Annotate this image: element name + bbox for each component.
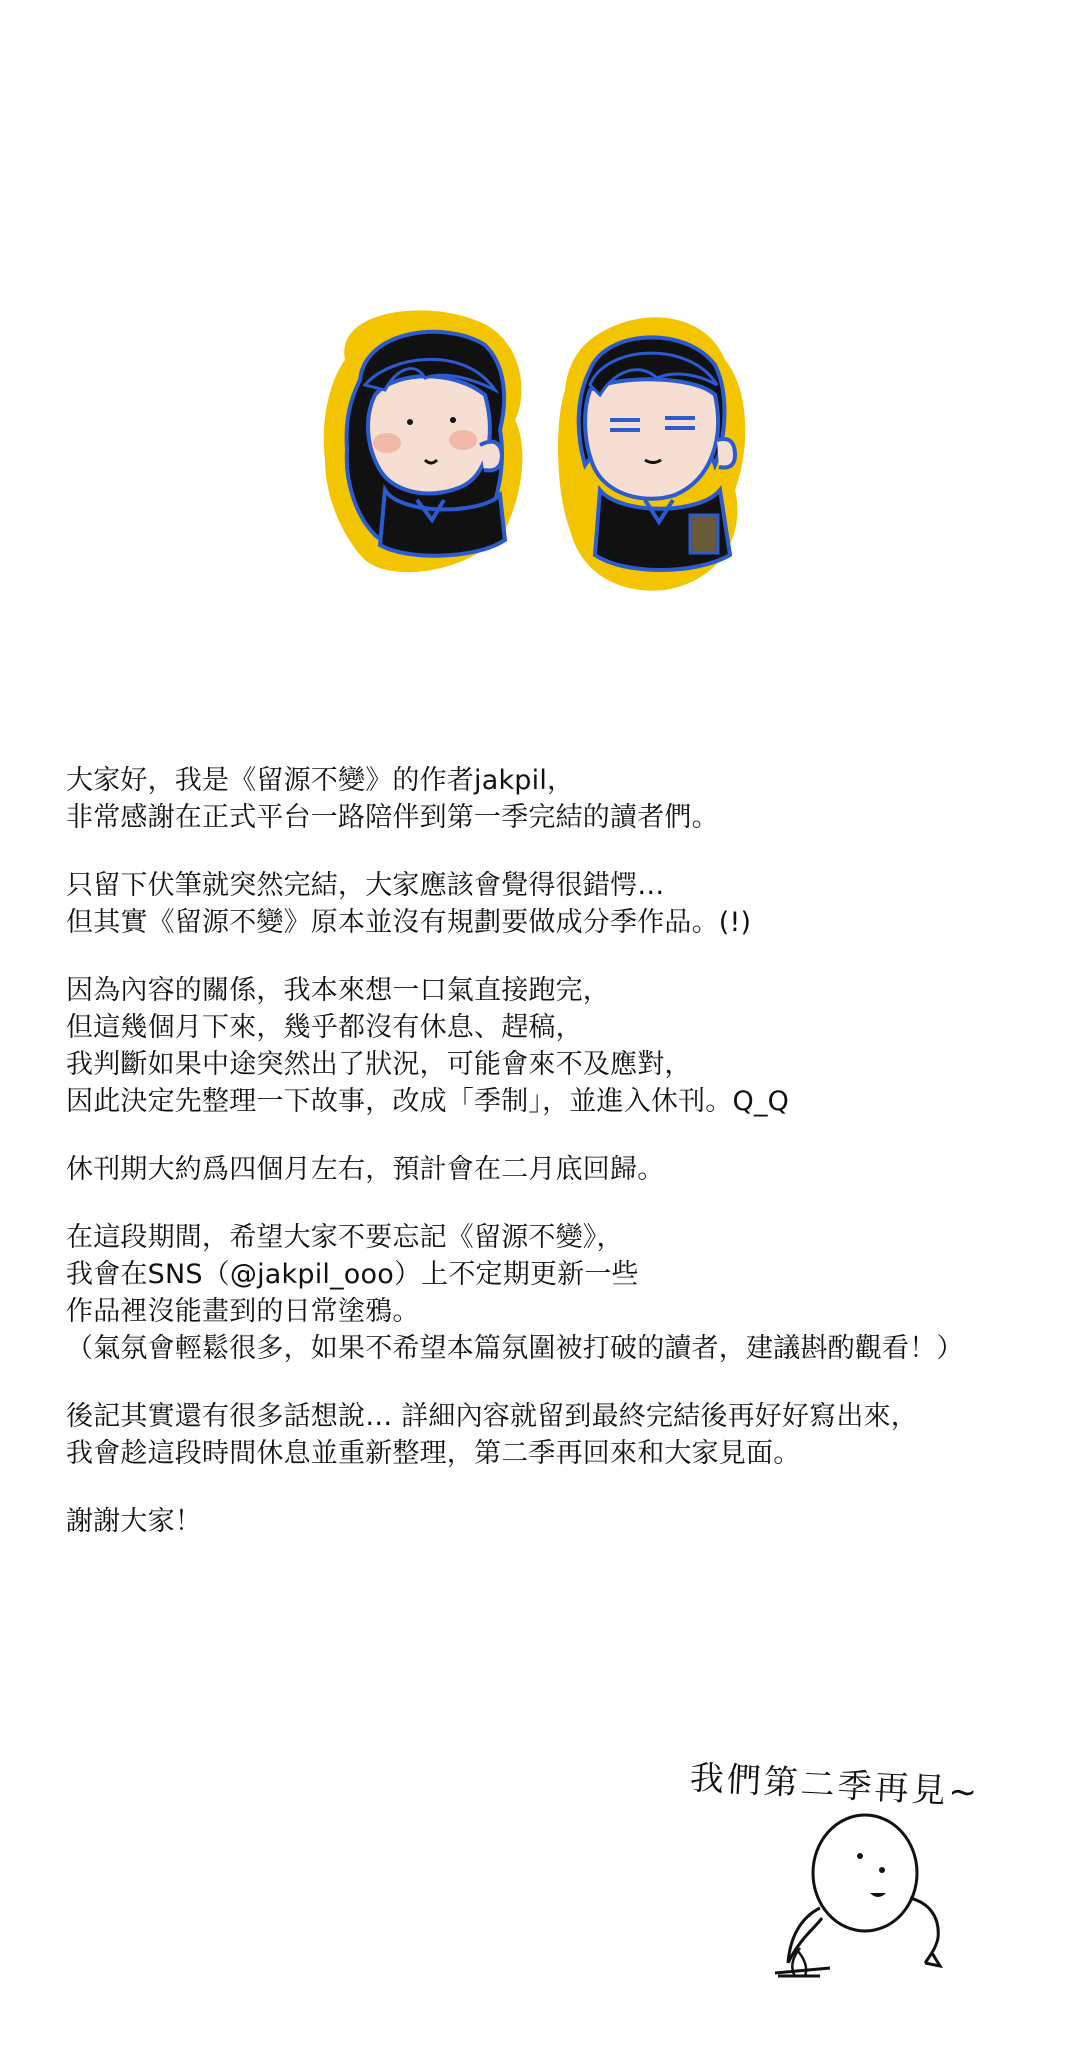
text-line: 因此決定先整理一下故事，改成「季制」，並進入休刊。Q_Q	[66, 1086, 790, 1117]
text-line: 但這幾個月下來，幾乎都沒有休息、趕稿，	[66, 1012, 583, 1043]
text-line: （氣氛會輕鬆很多，如果不希望本篇氛圍被打破的讀者，建議斟酌觀看！）	[66, 1333, 964, 1364]
paragraph-thanks	[66, 1503, 1046, 1540]
paragraph-sns	[66, 1219, 1046, 1367]
paragraph-greeting	[66, 762, 1046, 836]
paragraph-reason	[66, 972, 1046, 1120]
text-line: 在這段期間，希望大家不要忘記《留源不變》，	[66, 1222, 624, 1253]
paragraph-sudden-ending	[66, 867, 1046, 941]
right-character	[558, 317, 745, 590]
text-line: 休刊期大約爲四個月左右，預計會在二月底回歸。	[66, 1154, 665, 1185]
waving-stick-figure-doodle	[760, 1798, 960, 1988]
text-line: 但其實《留源不變》原本並沒有規劃要做成分季作品。(!)	[66, 907, 752, 938]
paragraph-hiatus	[66, 1151, 1046, 1188]
text-line: 我會在SNS（@jakpil_ooo）上不定期更新一些	[66, 1259, 639, 1290]
paragraph-more-to-say	[66, 1398, 1046, 1472]
handwritten-signoff	[690, 1750, 1020, 1990]
afterword-text	[66, 762, 1046, 1571]
left-character	[324, 310, 523, 572]
text-line: 我判斷如果中途突然出了狀況，可能會來不及應對，	[66, 1049, 692, 1080]
chibi-characters-drawing	[305, 300, 775, 600]
text-line: 大家好，我是《留源不變》的作者jakpil，	[66, 765, 575, 796]
author-portraits-illustration	[305, 300, 775, 600]
text-line: 只留下伏筆就突然完結，大家應該會覺得很錯愕…	[66, 870, 665, 901]
text-line: 因為內容的關係，我本來想一口氣直接跑完，	[66, 975, 610, 1006]
text-line: 我會趁這段時間休息並重新整理，第二季再回來和大家見面。	[66, 1438, 801, 1469]
signoff-handwriting: 我們第二季再見~	[688, 1758, 981, 1814]
text-line: 作品裡沒能畫到的日常塗鴉。	[66, 1296, 420, 1327]
text-line: 非常感謝在正式平台一路陪伴到第一季完結的讀者們。	[66, 802, 719, 833]
text-line: 後記其實還有很多話想說… 詳細內容就留到最終完結後再好好寫出來，	[66, 1401, 918, 1432]
text-line: 謝謝大家！	[66, 1506, 202, 1537]
